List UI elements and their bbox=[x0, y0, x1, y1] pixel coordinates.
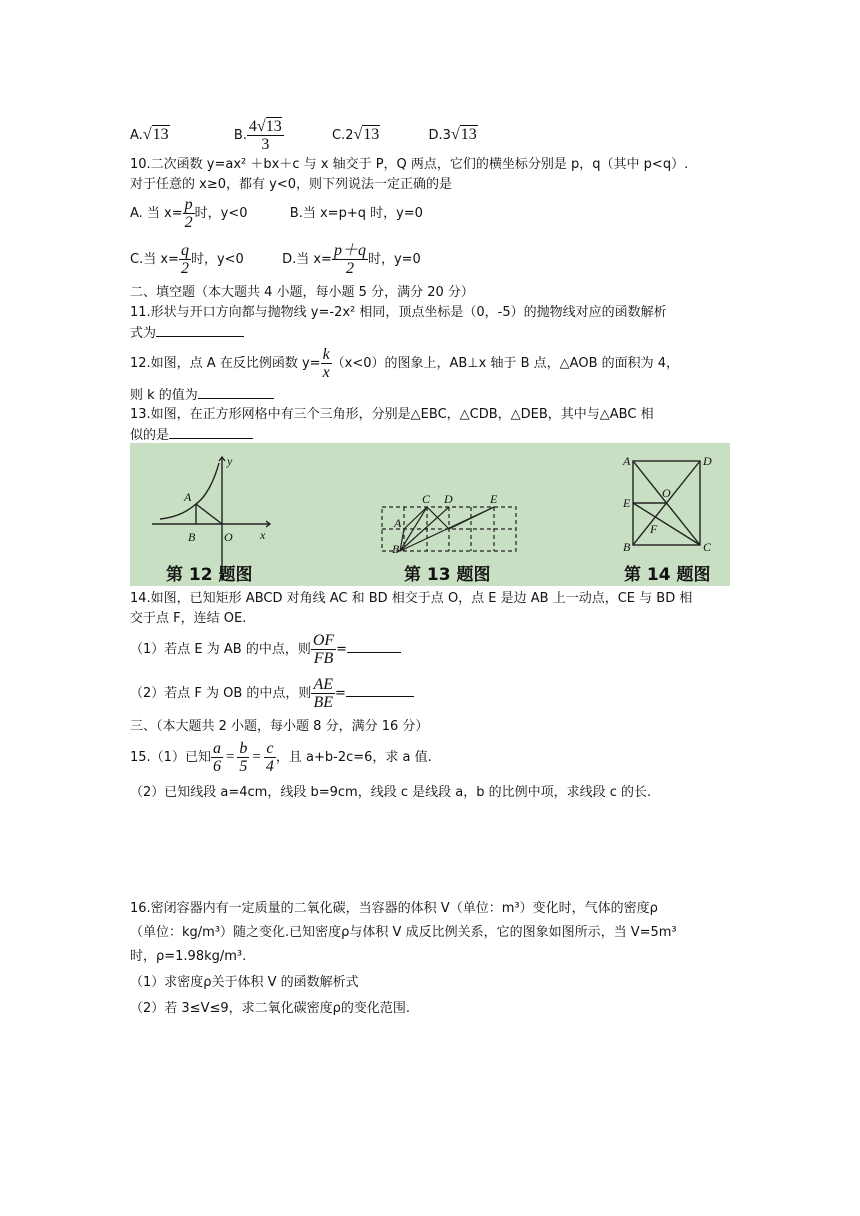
q16-part1: （1）求密度ρ关于体积 V 的函数解析式 bbox=[130, 975, 359, 990]
q16-line1: 16.密闭容器内有一定质量的二氧化碳，当容器的体积 V（单位：m³）变化时，气体的密度ρ bbox=[130, 901, 658, 916]
q9-b-label: B. bbox=[233, 128, 247, 143]
q10-option-b: B.当 x=p+q 时，y=0 bbox=[289, 206, 423, 221]
q9-option-c bbox=[332, 128, 384, 143]
q12-fraction bbox=[321, 346, 332, 381]
q11-line2 bbox=[130, 324, 244, 343]
q9-d-label: D.3 bbox=[428, 128, 451, 143]
f14-label-b: B bbox=[623, 540, 631, 554]
q14-p2-answer-blank[interactable] bbox=[346, 684, 414, 697]
q15-fraction-b bbox=[237, 740, 249, 775]
q15-f1-den: 6 bbox=[212, 758, 221, 775]
q15-fraction-c bbox=[264, 740, 276, 775]
q10-a-fraction bbox=[183, 196, 195, 231]
q10-a-pre: A. 当 x= bbox=[130, 206, 183, 221]
f14-label-e: E bbox=[623, 496, 631, 510]
q15-post: ，且 a+b-2c=6，求 a 值. bbox=[275, 750, 432, 765]
q10-a-post: 时，y<0 bbox=[194, 206, 248, 221]
q9-option-d bbox=[429, 128, 478, 143]
section-3-heading: 三、（本大题共 2 小题，每小题 8 分，满分 16 分） bbox=[130, 719, 429, 734]
q10-d-fraction bbox=[332, 242, 368, 277]
f13-label-a: A bbox=[394, 516, 402, 530]
q12-pre: 12.如图，点 A 在反比例函数 y= bbox=[130, 356, 321, 371]
q15-eq2: = bbox=[252, 749, 261, 765]
q11-line1: 11.形状与开口方向都与抛物线 y=-2x² 相同，顶点坐标是（0，-5）的抛物线对应的函数解析 bbox=[130, 305, 667, 320]
q9-d-radicand: 13 bbox=[460, 126, 477, 143]
q15-eq1: = bbox=[225, 749, 235, 765]
q10-d-den: 2 bbox=[345, 260, 354, 277]
q14-part1 bbox=[130, 632, 401, 667]
q11-answer-blank[interactable] bbox=[156, 324, 244, 337]
q10-line2: 对于任意的 x≥0，都有 y<0，则下列说法一定正确的是 bbox=[130, 177, 452, 192]
q15-fraction-a bbox=[211, 740, 223, 775]
q10-options-cd bbox=[130, 242, 421, 277]
q14-p2-eq: = bbox=[334, 686, 346, 701]
q14-p2-num: AE bbox=[313, 676, 333, 693]
q9-a-label: A. bbox=[130, 128, 143, 143]
q9-c-sqrt: √13 bbox=[353, 126, 380, 143]
f14-label-d: D bbox=[703, 454, 712, 468]
q16-part2: （2）若 3≤V≤9，求二氧化碳密度ρ的变化范围. bbox=[130, 1001, 411, 1016]
f14-label-c: C bbox=[703, 540, 712, 554]
q10-line1: 10.二次函数 y=ax² ＋bx＋c 与 x 轴交于 P，Q 两点，它们的横坐标分别是 p，q（其中 p<q）. bbox=[130, 157, 689, 172]
figure-13 bbox=[382, 492, 516, 556]
caption-figure-14: 第 14 题图 bbox=[624, 565, 711, 585]
f12-label-o: O bbox=[224, 530, 233, 544]
q16-line3: 时，ρ=1.98kg/m³. bbox=[130, 949, 247, 964]
q11-prefix: 式为 bbox=[130, 326, 157, 341]
q9-option-a bbox=[130, 128, 174, 143]
q13-line1: 13.如图，在正方形网格中有三个三角形，分别是△EBC，△CDB，△DEB，其中与△ABC 相 bbox=[130, 407, 654, 422]
q15-f1-num: a bbox=[212, 740, 221, 757]
q9-a-radicand: 13 bbox=[152, 126, 169, 143]
q14-p1-den: FB bbox=[313, 650, 334, 667]
q12-post: （x<0）的图象上，AB⊥x 轴于 B 点，△AOB 的面积为 4， bbox=[331, 356, 680, 371]
q9-c-label: C.2 bbox=[331, 128, 354, 143]
q16-line2: （单位：kg/m³）随之变化.已知密度ρ与体积 V 成反比例关系，它的图象如图所示，当 V=5m³ bbox=[130, 925, 677, 940]
q13-answer-blank[interactable] bbox=[169, 426, 253, 439]
q14-p2-pre: （2）若点 F 为 OB 的中点，则 bbox=[130, 686, 312, 701]
q14-p1-num: OF bbox=[312, 632, 335, 649]
f14-label-f: F bbox=[650, 522, 658, 536]
q12-den: x bbox=[322, 364, 330, 381]
q14-part2 bbox=[130, 676, 414, 711]
q12-answer-blank[interactable] bbox=[198, 386, 274, 399]
figure-strip bbox=[130, 443, 730, 586]
q9-d-sqrt: √13 bbox=[450, 126, 477, 143]
section-2-heading: 二、填空题（本大题共 4 小题，每小题 5 分，满分 20 分） bbox=[130, 285, 474, 300]
f14-label-o: O bbox=[662, 486, 671, 500]
figure-14 bbox=[622, 454, 712, 554]
q15-f3-num: c bbox=[264, 740, 276, 758]
q9-option-b bbox=[233, 118, 288, 153]
f12-label-b: B bbox=[188, 530, 196, 544]
f12-label-x: x bbox=[260, 528, 266, 542]
q10-d-pre: D.当 x= bbox=[282, 252, 332, 267]
q13-prefix: 似的是 bbox=[130, 428, 170, 443]
f13-label-b: B bbox=[392, 542, 400, 556]
f12-segment-ao bbox=[196, 504, 222, 524]
q10-a-num: p bbox=[184, 196, 193, 213]
q10-options-ab bbox=[130, 196, 423, 231]
q12-num: k bbox=[322, 346, 330, 363]
q9-b-fraction: $\frac{4√13}{3}$ bbox=[248, 118, 282, 153]
q14-line2: 交于点 F，连结 OE. bbox=[130, 611, 247, 626]
q10-d-post: 时，y=0 bbox=[367, 252, 421, 267]
q9-c-radicand: 13 bbox=[363, 126, 380, 143]
f13-label-c: C bbox=[422, 492, 431, 506]
q14-p1-pre: （1）若点 E 为 AB 的中点，则 bbox=[130, 642, 311, 657]
q10-c-post: 时，y<0 bbox=[190, 252, 244, 267]
q15-part1 bbox=[130, 740, 432, 775]
q15-pre: 15.（1）已知 bbox=[130, 750, 211, 765]
q15-f2-num: b bbox=[239, 740, 248, 757]
q14-p1-answer-blank[interactable] bbox=[347, 640, 401, 653]
q14-p1-fraction bbox=[311, 632, 336, 667]
f14-segment-ce bbox=[633, 503, 700, 545]
q12-line2 bbox=[130, 386, 274, 405]
f14-label-a: A bbox=[623, 454, 631, 468]
q9-b-radicand: 13 bbox=[265, 118, 282, 135]
q9-b-coef: 4 bbox=[248, 118, 257, 135]
q14-p1-eq: = bbox=[336, 642, 348, 657]
f13-label-d: D bbox=[444, 492, 453, 506]
caption-figure-13: 第 13 题图 bbox=[404, 565, 491, 585]
q9-b-den: 3 bbox=[261, 136, 270, 153]
q10-d-num: p＋q bbox=[333, 242, 366, 259]
q15-part2: （2）已知线段 a=4cm，线段 b=9cm，线段 c 是线段 a，b 的比例中项，求线段 c 的长. bbox=[130, 785, 652, 800]
caption-figure-12: 第 12 题图 bbox=[166, 565, 253, 585]
q12-line1 bbox=[130, 346, 679, 381]
q10-a-den: 2 bbox=[184, 214, 193, 231]
f12-label-y: y bbox=[227, 454, 233, 468]
q9-options bbox=[130, 118, 478, 153]
q10-c-pre: C.当 x= bbox=[130, 252, 179, 267]
f12-label-a: A bbox=[184, 490, 192, 504]
q9-a-sqrt: √13 bbox=[142, 126, 169, 143]
q14-p2-fraction bbox=[311, 676, 335, 711]
q15-f3-den: 4 bbox=[265, 758, 274, 775]
f13-label-e: E bbox=[490, 492, 498, 506]
q14-line1: 14.如图，已知矩形 ABCD 对角线 AC 和 BD 相交于点 O，点 E 是边 AB 上一动点，CE 与 BD 相 bbox=[130, 591, 693, 606]
q10-c-den: 2 bbox=[180, 260, 189, 277]
q10-c-num: q bbox=[180, 242, 189, 259]
q10-c-fraction bbox=[179, 242, 191, 277]
q14-p2-den: BE bbox=[313, 694, 333, 711]
q12-prefix: 则 k 的值为 bbox=[130, 388, 198, 403]
q15-f2-den: 5 bbox=[239, 758, 248, 775]
